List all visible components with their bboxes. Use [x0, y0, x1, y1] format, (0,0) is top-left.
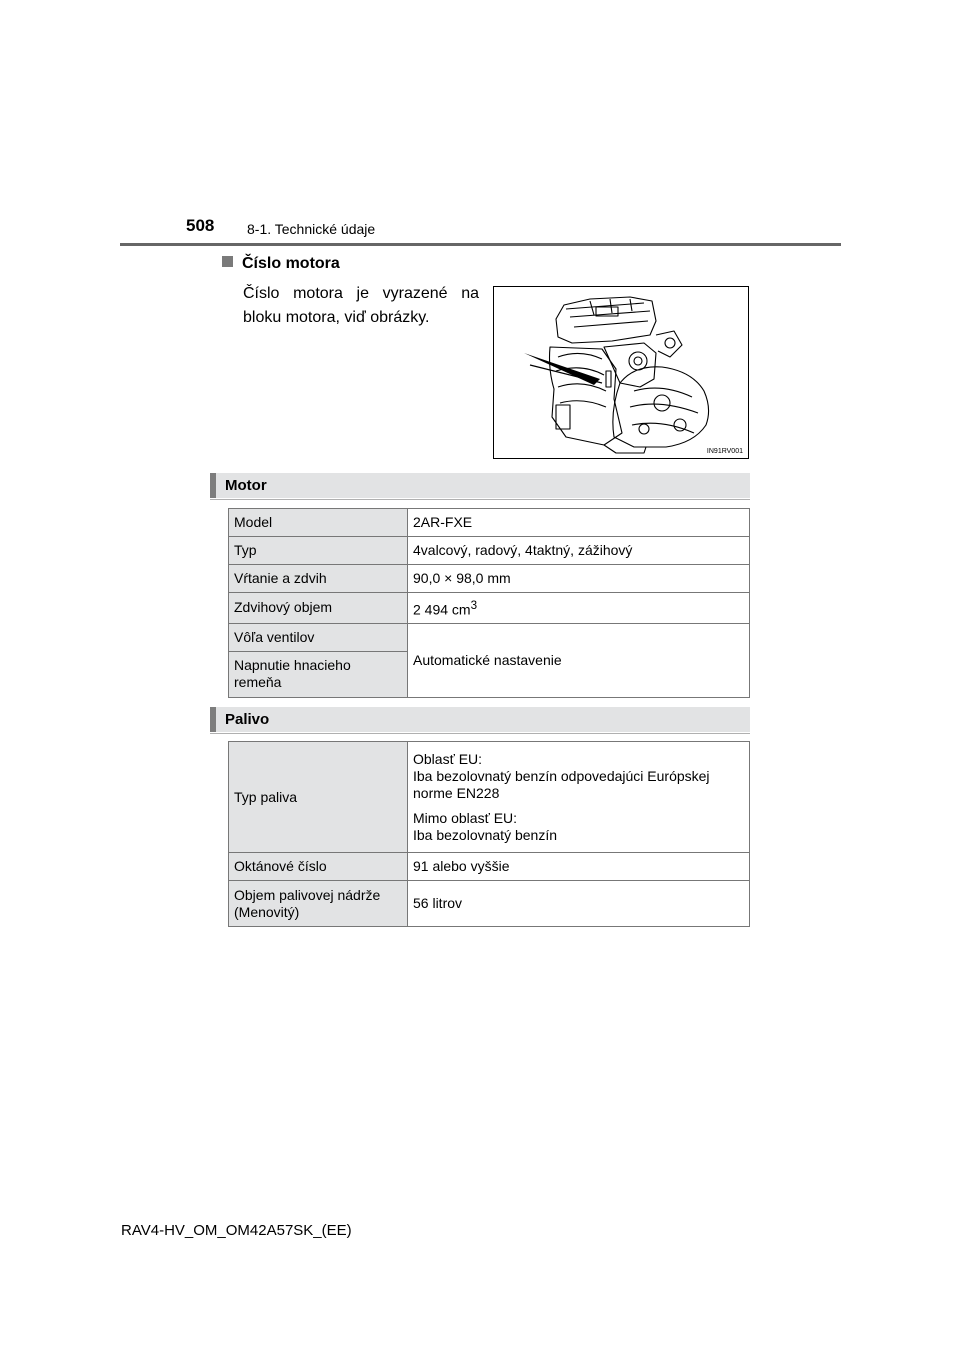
fuel-type-line: [413, 810, 744, 844]
spec-value: 2AR-FXE: [408, 509, 750, 537]
spec-label: Vôľa ventilov: [229, 623, 408, 651]
spec-label: Objem palivovej nádrže (Menovitý): [229, 881, 408, 927]
page-number: 508: [186, 216, 215, 235]
spec-label: Model: [229, 509, 408, 537]
engine-number-heading-text: Číslo motora: [242, 255, 340, 272]
engine-drawing: [494, 287, 748, 458]
spec-label: Vŕtanie a zdvih: [229, 565, 408, 593]
spec-value: Automatické nastavenie: [408, 623, 750, 697]
displacement-value: 2 494 cm: [413, 601, 471, 618]
section-accent: [210, 707, 216, 732]
spec-value: 56 litrov: [408, 881, 750, 927]
spec-value: 91 alebo vyššie: [408, 853, 750, 881]
fuel-type-line: [413, 751, 744, 802]
spec-value: [408, 742, 750, 853]
spec-label: Typ: [229, 537, 408, 565]
fuel-spec-table: [228, 741, 750, 927]
section-rule: [210, 733, 750, 734]
spec-label: Typ paliva: [229, 742, 408, 853]
table-row: [229, 509, 750, 537]
square-bullet-icon: [222, 256, 233, 267]
table-row: [229, 565, 750, 593]
table-row: [229, 623, 750, 651]
motor-spec-table: [228, 508, 750, 698]
motor-section-header: [210, 473, 750, 498]
fuel-eu-requirement: Iba bezolovnatý benzín odpovedajúci Európskej norme EN228: [413, 767, 710, 801]
spec-label: Zdvihový objem: [229, 593, 408, 624]
spec-value: 90,0 × 98,0 mm: [408, 565, 750, 593]
header-rule: [120, 243, 841, 246]
fuel-non-eu-region: Mimo oblasť EU:: [413, 809, 518, 826]
table-row: [229, 742, 750, 853]
fuel-non-eu-requirement: Iba bezolovnatý benzín: [413, 826, 557, 843]
engine-number-text: Číslo motora je vyrazené na bloku motora, viď obrázky.: [243, 285, 479, 326]
table-row: [229, 593, 750, 624]
section-rule: [210, 499, 750, 500]
spec-label: Napnutie hnacieho remeňa: [229, 651, 408, 697]
table-row: [229, 881, 750, 927]
image-code: IN91RV001: [706, 448, 743, 455]
table-row: [229, 853, 750, 881]
spec-label: Oktánové číslo: [229, 853, 408, 881]
section-header: 8-1. Technické údaje: [247, 221, 376, 237]
section-accent: [210, 473, 216, 498]
motor-section-title: Motor: [225, 477, 267, 494]
engine-number-heading: [222, 255, 340, 273]
table-row: [229, 537, 750, 565]
fuel-eu-region: Oblasť EU:: [413, 750, 483, 767]
spec-value: [408, 593, 750, 624]
spec-value: 4valcový, radový, 4taktný, zážihový: [408, 537, 750, 565]
engine-illustration: [493, 286, 749, 459]
footer-code: RAV4-HV_OM_OM42A57SK_(EE): [121, 1222, 352, 1239]
displacement-exponent: 3: [470, 599, 478, 612]
fuel-section-title: Palivo: [225, 711, 270, 728]
fuel-section-header: [210, 707, 750, 732]
